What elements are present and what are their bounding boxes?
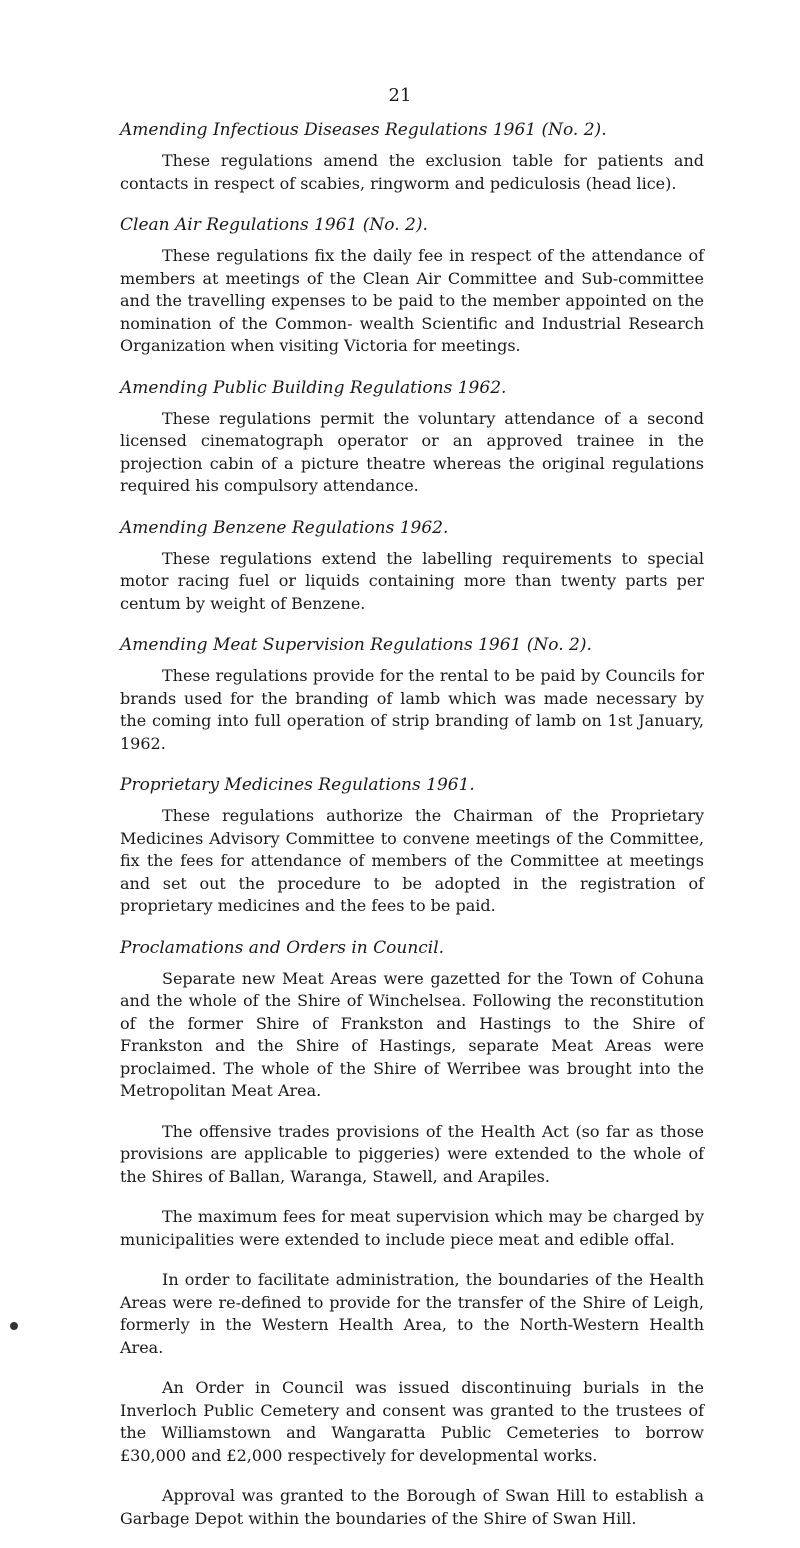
section-public-building xyxy=(120,376,704,498)
section-benzene xyxy=(120,516,704,616)
section-heading: Amending Infectious Diseases Regulations 1961 (No. 2). xyxy=(120,120,607,140)
section-heading: Amending Meat Supervision Regulations 1961 (No. 2). xyxy=(120,635,592,655)
page-number: 21 xyxy=(388,85,412,106)
paragraph: These regulations amend the exclusion table for patients and contacts in respect of scabies, ringworm and pediculosis (head lice). xyxy=(120,151,704,193)
section-heading: Clean Air Regulations 1961 (No. 2). xyxy=(120,215,428,235)
document-body xyxy=(120,118,704,1548)
paragraph: An Order in Council was issued discontinuing burials in the Inverloch Public Cemetery and consent was granted to the trustees of the Williamstown and Wangaratta Public Cemeteries to borrow £30,000 and £2,000 respectively for developmental works. xyxy=(120,1378,704,1465)
section-proclamations xyxy=(120,936,704,1531)
paragraph: These regulations permit the voluntary attendance of a second licensed cinematograph operator or an approved trainee in the projection cabin of a picture theatre whereas the original regulations required his compulsory attendance. xyxy=(120,408,704,495)
section-infectious-diseases xyxy=(120,118,704,195)
binding-hole-mark xyxy=(10,1322,18,1330)
section-proprietary-medicines xyxy=(120,773,704,918)
paragraph: Separate new Meat Areas were gazetted for the Town of Cohuna and the whole of the Shire of Winchelsea. Following the reconstitution of the former Shire of Frankston and Hastings to the Shire of Frankston and the Shire of Hastings, separate Meat Areas were proclaimed. The whole of the Shire of Werribee was brought into the Metropolitan Meat Area. xyxy=(120,968,704,1100)
section-clean-air xyxy=(120,213,704,358)
paragraph: The maximum fees for meat supervision which may be charged by municipalities were extended to include piece meat and edible offal. xyxy=(120,1207,704,1249)
section-meat-supervision xyxy=(120,633,704,755)
paragraph: These regulations extend the labelling requirements to special motor racing fuel or liquids containing more than twenty parts per centum by weight of Benzene. xyxy=(120,548,704,613)
paragraph: In order to facilitate administration, the boundaries of the Health Areas were re-defined to provide for the transfer of the Shire of Leigh, formerly in the Western Health Area, to the North-Western Health Area. xyxy=(120,1270,704,1357)
section-heading: Proclamations and Orders in Council. xyxy=(120,937,445,958)
paragraph: These regulations authorize the Chairman of the Proprietary Medicines Advisory Committee to convene meetings of the Committee, fix the fees for attendance of members of the Committee at meetings and set out the procedure to be adopted in the registration of proprietary medicines and the fees to be paid. xyxy=(120,806,704,915)
paragraph: These regulations fix the daily fee in respect of the attendance of members at meetings of the Clean Air Committee and Sub-committee and the travelling expenses to be paid to the member appointed on the nomination of the Common- wealth Scientific and Industrial Research Organization when visiting Victoria for meetings. xyxy=(120,246,704,355)
paragraph: Approval was granted to the Borough of Swan Hill to establish a Garbage Depot within the boundaries of the Shire of Swan Hill. xyxy=(120,1486,704,1528)
section-heading: Amending Benzene Regulations 1962. xyxy=(120,517,449,538)
paragraph: These regulations provide for the rental to be paid by Councils for brands used for the branding of lamb which was made necessary by the coming into full operation of strip branding of lamb on 1st January, 1962. xyxy=(120,666,704,753)
section-heading: Amending Public Building Regulations 1962. xyxy=(120,377,507,398)
paragraph: The offensive trades provisions of the Health Act (so far as those provisions are applicable to piggeries) were extended to the whole of the Shires of Ballan, Waranga, Stawell, and Arapiles. xyxy=(120,1121,704,1186)
section-heading: Proprietary Medicines Regulations 1961. xyxy=(120,775,475,795)
